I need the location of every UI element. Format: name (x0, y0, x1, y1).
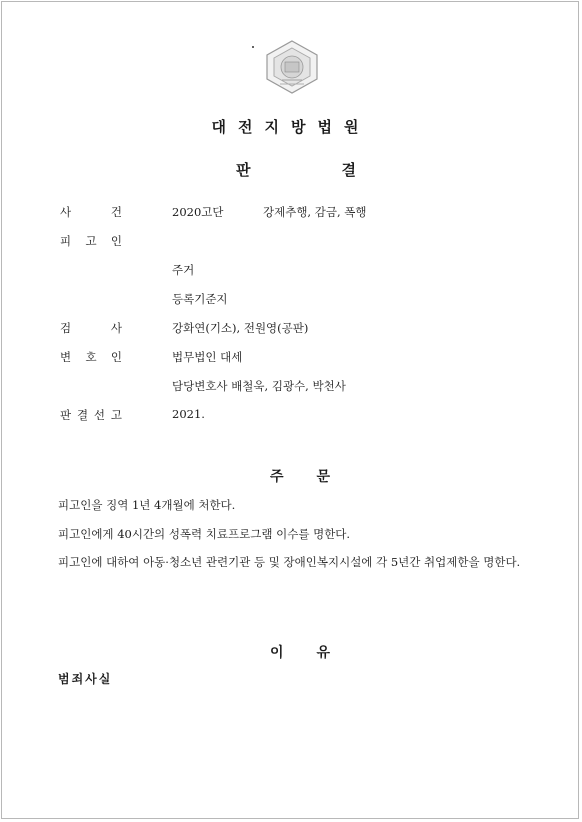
prosecutor-value: 강화연(기소), 전원영(공판) (172, 321, 309, 335)
order-line-3: 피고인에 대하여 아동·청소년 관련기관 등 및 장애인복지시설에 각 5년간 취업제한을 명한다. (58, 555, 521, 569)
case-label (60, 204, 122, 220)
sentencing-label (60, 407, 122, 423)
document-title (236, 159, 356, 180)
reasons-title (270, 642, 330, 662)
defense-firm: 법무법인 대세 (172, 350, 243, 364)
defendant-label-char: 인 (110, 234, 122, 248)
case-number: 2020고단 (172, 205, 224, 219)
prosecutor-label-char: 검 (60, 321, 72, 335)
defendant-label-char: 고 (85, 234, 97, 248)
defendant-label (60, 233, 122, 249)
defense-label-char: 변 (60, 350, 72, 364)
court-emblem-icon (262, 38, 322, 96)
order-title-char: 주 (270, 469, 284, 485)
reasons-title-char: 유 (316, 645, 330, 661)
defendant-label-char: 피 (60, 234, 72, 248)
prosecutor-label (60, 320, 122, 336)
defense-attorneys: 담당변호사 배철욱, 김광수, 박천사 (172, 379, 346, 393)
order-title-char: 문 (316, 469, 330, 485)
prosecutor-label-char: 사 (110, 321, 122, 335)
registered-domicile-label: 등록기준지 (172, 292, 228, 306)
sentencing-label-char: 선 (93, 408, 106, 422)
order-title (270, 466, 330, 486)
defense-label (60, 349, 122, 365)
sentencing-date: 2021. (172, 407, 205, 421)
dot-mark (252, 46, 254, 48)
court-name: 대전지방법원 (211, 118, 371, 136)
case-label-char: 사 (60, 205, 72, 219)
document-title-char: 결 (341, 161, 356, 179)
crime-facts-heading: 범죄사실 (58, 672, 113, 686)
defense-label-char: 인 (110, 350, 122, 364)
sentencing-label-char: 판 (60, 408, 72, 422)
order-line-1: 피고인을 징역 1년 4개월에 처한다. (58, 498, 236, 512)
document-title-char: 판 (236, 161, 251, 179)
case-name: 강제추행, 감금, 폭행 (263, 205, 367, 219)
case-label-char: 건 (110, 205, 122, 219)
defense-label-char: 호 (85, 350, 97, 364)
sentencing-label-char: 결 (76, 408, 89, 422)
order-line-2: 피고인에게 40시간의 성폭력 치료프로그램 이수를 명한다. (58, 527, 351, 541)
reasons-title-char: 이 (270, 645, 284, 661)
sentencing-label-char: 고 (110, 408, 122, 422)
residence-label: 주거 (172, 263, 195, 277)
